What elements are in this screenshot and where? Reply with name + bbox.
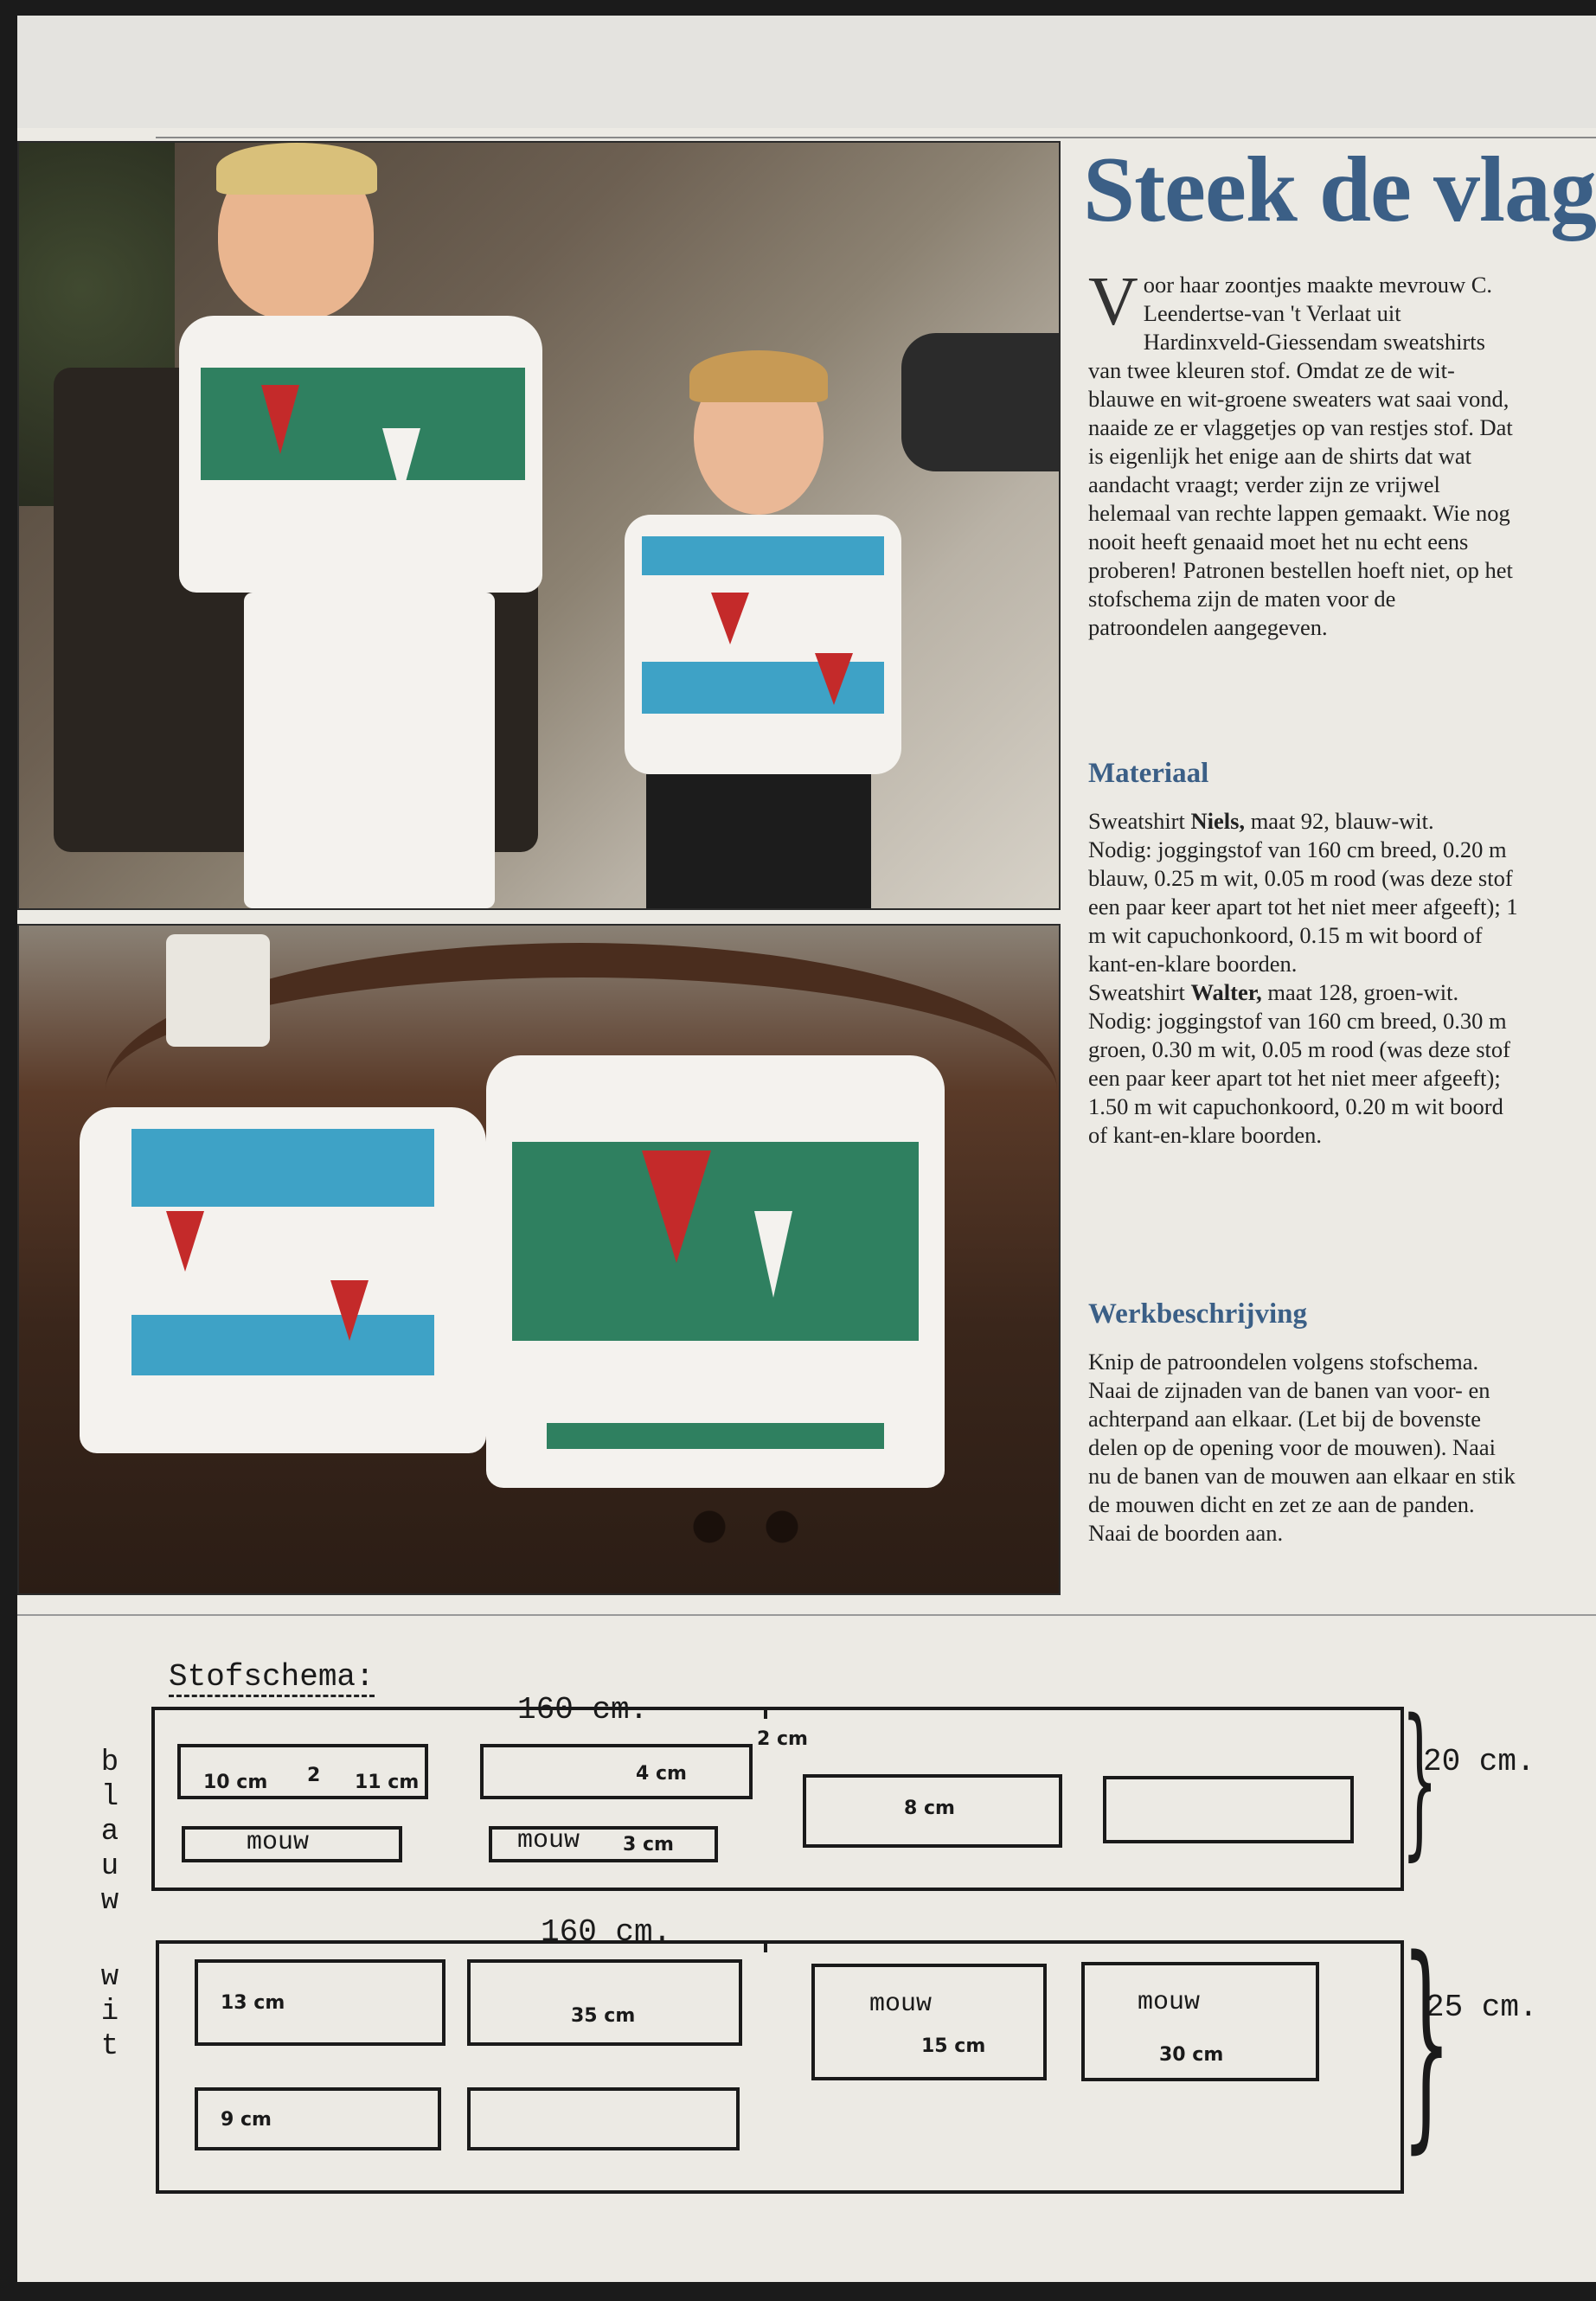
flag-3 <box>711 593 749 644</box>
dim-13cm: 13 cm <box>221 1992 285 2014</box>
walter-needs: Nodig: joggingstof van 160 cm breed, 0.30 m groen, 0.30 m wit, 0.05 m rood (was deze stof een paar keer apart tot het niet meer afgeeft); 1.50 m wit capuchonkoord, 0.20 m wit boord of kant-en-klare boorden. <box>1088 1008 1510 1148</box>
dim-3cm: 3 cm <box>623 1834 674 1856</box>
board-center-tick <box>764 1707 767 1719</box>
boy-older-trousers <box>244 593 495 908</box>
dim-30cm: 30 cm <box>1159 2044 1224 2066</box>
flag-6 <box>244 1254 282 1315</box>
walter-name: Walter, <box>1190 979 1262 1005</box>
flag-8 <box>642 1150 711 1263</box>
niels-size: maat 92, blauw-wit. <box>1245 808 1434 834</box>
blue-white-stripe-2 <box>131 1315 434 1375</box>
green-white-stripe-1 <box>512 1142 919 1341</box>
mouw-label: mouw <box>1138 1988 1201 2017</box>
lamp-decor <box>166 934 270 1047</box>
dim-2cm: 2 cm <box>757 1728 808 1750</box>
mouw-label: mouw <box>247 1828 310 1857</box>
flag-5 <box>166 1211 204 1272</box>
brace-bottom: } <box>1401 1912 1452 2173</box>
blue-white-stripe-1 <box>131 1129 434 1207</box>
boy-older-sweater-stripe <box>201 368 525 480</box>
flag-2 <box>382 428 420 497</box>
dim-11cm: 11 cm <box>355 1772 420 1793</box>
wit-letter: w <box>100 1961 119 1994</box>
width-bottom-label: 160 cm. <box>541 1914 672 1950</box>
section-divider <box>17 1614 1596 1616</box>
wit-letter: t <box>100 2030 119 2063</box>
flag-1 <box>261 385 299 454</box>
materiaal-text <box>1088 807 1521 1150</box>
piece-wit-6 <box>467 2087 740 2150</box>
board-center-tick <box>764 1940 767 1952</box>
top-margin <box>17 16 1596 128</box>
intro-paragraph: oor haar zoontjes maakte mevrouw C. Leendertse-van 't Verlaat uit Hardinxveld-Giessendam sweatshirts van twee kleuren stof. Omdat ze de wit-blauwe en wit-groene sweaters wat saai vond, naaide ze er vlaggetjes op van restjes stof. Dat is eigenlijk het enige aan de shirts dat wat aandacht vraagt; verder zijn ze vrijwel helemaal van rechte lappen gemaakt. Wie nog nooit heeft genaaid moet het nu echt eens proberen! Patronen bestellen hoeft niet, op het stofschema zijn de maten voor de patroondelen aangegeven. <box>1088 272 1513 640</box>
flag-7 <box>330 1280 369 1341</box>
cabinet-knobs <box>685 1505 806 1548</box>
flag-4 <box>815 653 853 705</box>
heading-werkbeschrijving: Werkbeschrijving <box>1088 1298 1307 1330</box>
piece-wit-2 <box>467 1959 742 2046</box>
brace-top: } <box>1401 1684 1439 1875</box>
walter-line <box>1088 978 1521 1007</box>
heading-materiaal: Materiaal <box>1088 758 1209 789</box>
width-top-label: 160 cm. <box>517 1692 649 1727</box>
dim-15cm: 15 cm <box>921 2035 986 2057</box>
blauw-letter: b <box>100 1747 119 1779</box>
blauw-vertical-label <box>97 1746 123 1919</box>
adult-arm <box>901 333 1059 471</box>
niels-line <box>1088 807 1521 836</box>
dim-9cm: 9 cm <box>221 2109 272 2131</box>
drop-cap: V <box>1088 264 1138 340</box>
werkbeschrijving-text: Knip de patroondelen volgens stofschema. Naai de zijnaden van de banen van voor- en achterpand aan elkaar. (Let bij de bovenste delen op de opening voor de mouwen). Naai nu de banen van de mouwen aan elkaar en stik de mouwen dicht en zet ze aan de panden. Naai de boorden aan. <box>1088 1349 1516 1546</box>
height-bottom-label: 25 cm. <box>1426 1990 1538 2025</box>
boy-younger-hair <box>689 350 828 402</box>
boy-younger-trousers <box>646 774 871 908</box>
dim-35cm: 35 cm <box>571 2005 636 2027</box>
green-white-stripe-2 <box>547 1423 884 1449</box>
dim-8cm: 8 cm <box>904 1798 955 1819</box>
wit-letter: i <box>100 1996 119 2029</box>
dim-4cm: 4 cm <box>636 1763 687 1785</box>
stofschema-label: Stofschema: <box>169 1659 375 1697</box>
magazine-page <box>17 16 1596 2282</box>
walter-prefix: Sweatshirt <box>1088 979 1191 1005</box>
flag-9 <box>754 1211 792 1298</box>
dim-10cm: 10 cm <box>203 1772 268 1793</box>
wit-vertical-label <box>97 1960 123 2064</box>
boy-younger-stripe-1 <box>642 536 884 575</box>
height-top-label: 20 cm. <box>1423 1744 1535 1779</box>
photo-sweaters-hanging <box>17 924 1061 1595</box>
blauw-letter: w <box>100 1885 119 1918</box>
niels-prefix: Sweatshirt <box>1088 808 1191 834</box>
blauw-letter: a <box>100 1816 119 1849</box>
article-title: Steek de vlag <box>1083 138 1596 241</box>
intro-text <box>1088 264 1521 642</box>
mouw-label: mouw <box>517 1826 580 1856</box>
piece-blauw-back-top <box>480 1744 753 1799</box>
piece-wit-mouw-1 <box>811 1964 1047 2080</box>
blauw-letter: u <box>100 1850 119 1883</box>
mouw-label: mouw <box>869 1990 933 2019</box>
photo-two-boys <box>17 141 1061 910</box>
boy-older-hair <box>216 143 377 195</box>
niels-name: Niels, <box>1190 808 1246 834</box>
piece-blauw-band-2 <box>1103 1776 1354 1843</box>
dim-2: 2 <box>307 1765 321 1786</box>
niels-needs: Nodig: joggingstof van 160 cm breed, 0.20 m blauw, 0.25 m wit, 0.05 m rood (was deze stof een paar keer apart tot het niet meer afgeeft); 1 m wit capuchonkoord, 0.15 m wit boord of kant-en-klare boorden. <box>1088 836 1518 977</box>
walter-size: maat 128, groen-wit. <box>1261 979 1459 1005</box>
blauw-letter: l <box>100 1781 119 1814</box>
